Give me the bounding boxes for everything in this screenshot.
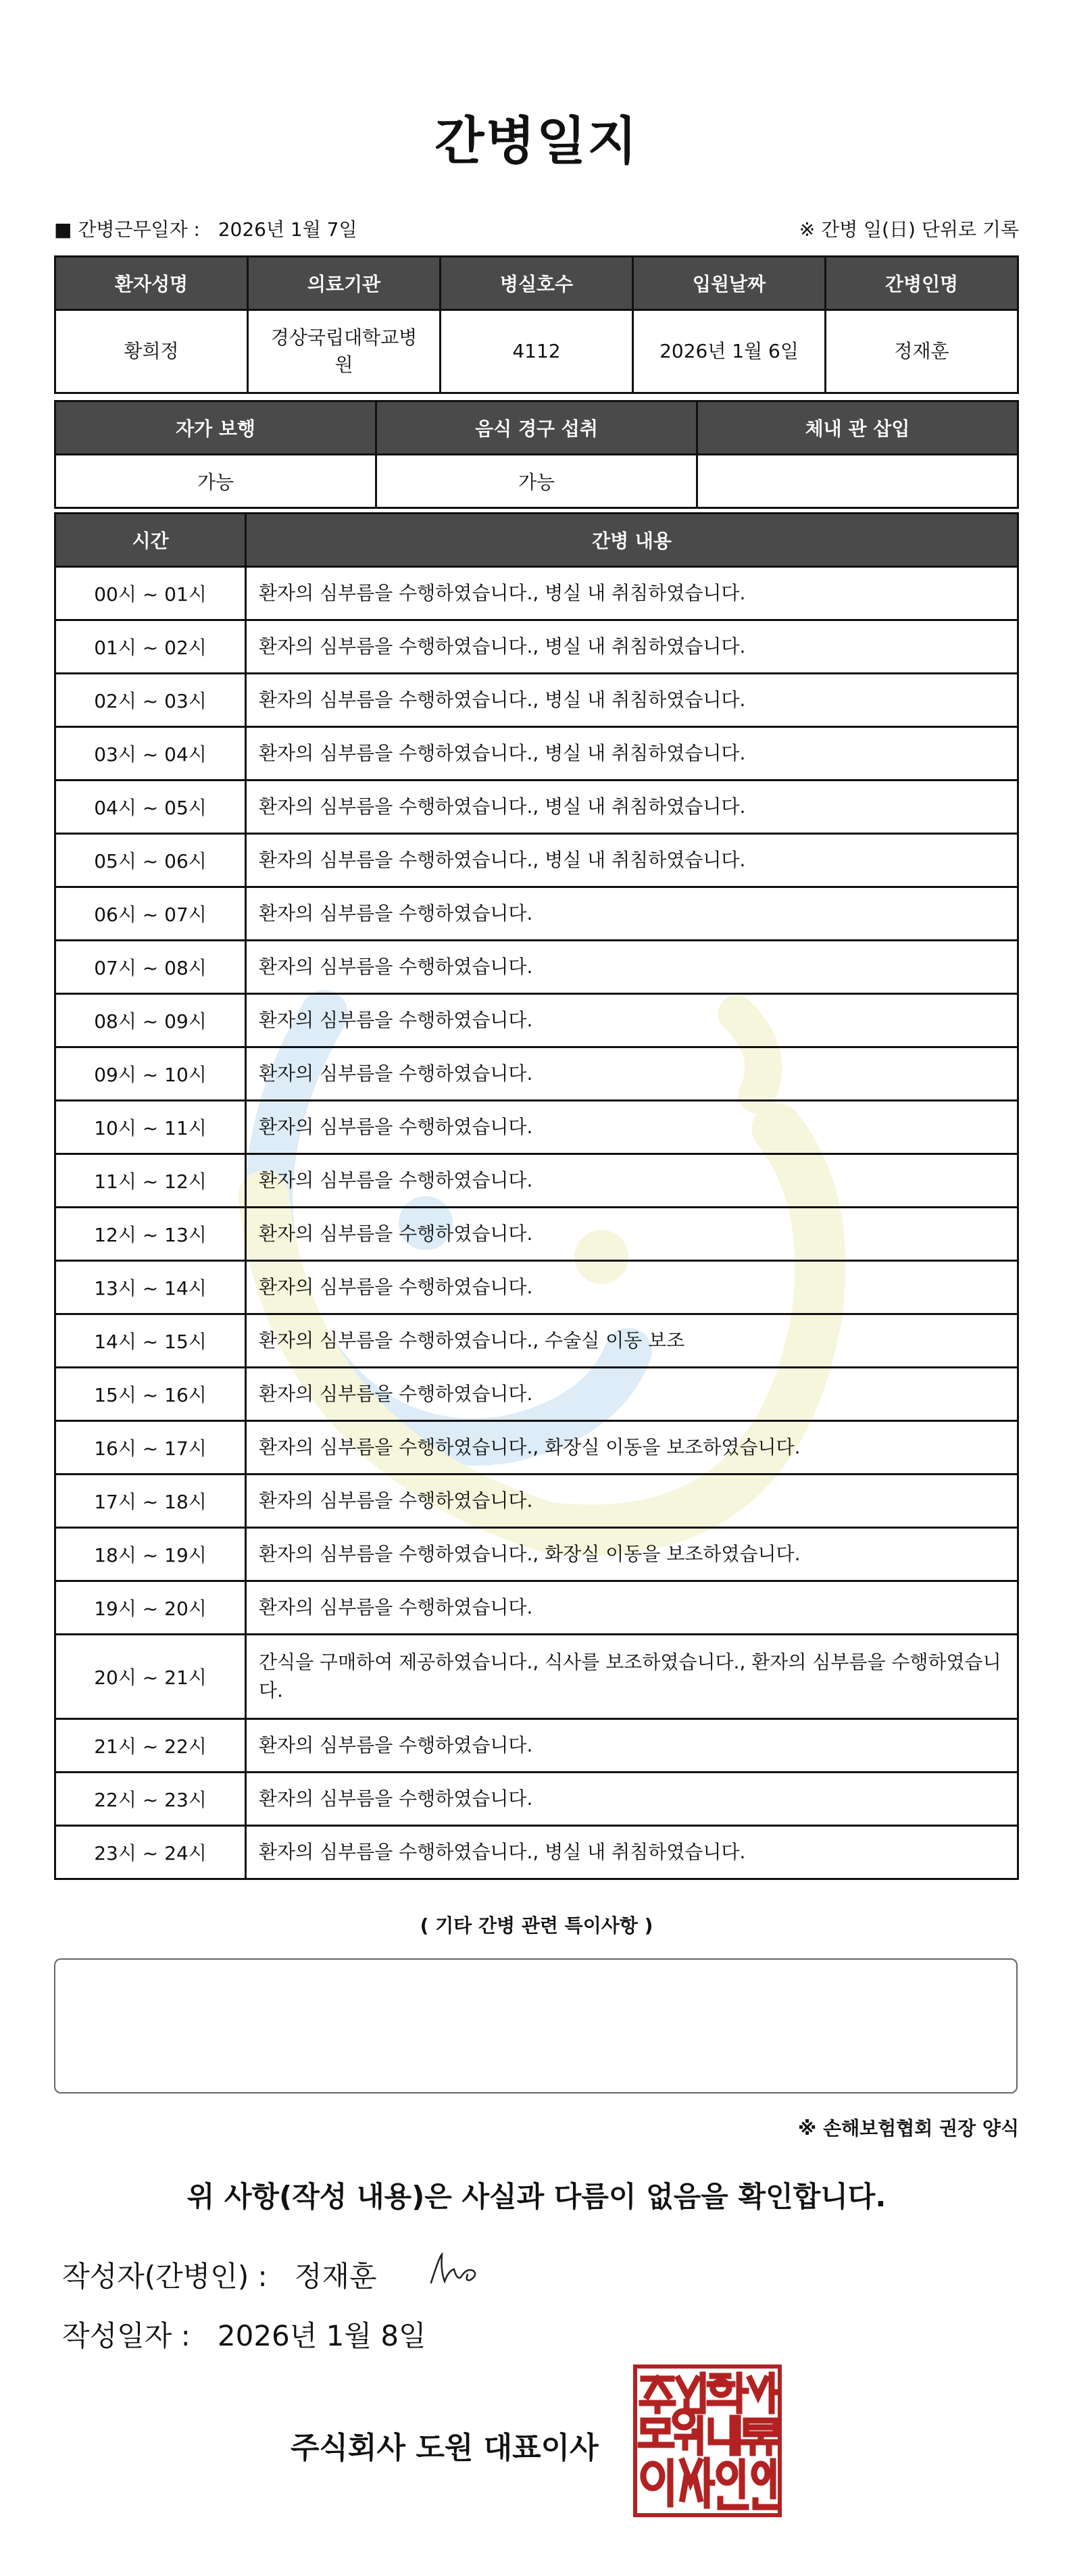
oral-intake-value: 가능: [376, 455, 697, 508]
patient-name: 황희정: [55, 310, 248, 393]
content-cell: 환자의 심부름을 수행하였습니다., 병실 내 취침하였습니다.: [246, 567, 1018, 620]
time-cell: 01시 ~ 02시: [55, 620, 246, 674]
table-row: [55, 1154, 1018, 1208]
time-cell: 17시 ~ 18시: [55, 1475, 246, 1528]
content-cell: 환자의 심부름을 수행하였습니다.: [246, 1101, 1018, 1154]
content-cell: 환자의 심부름을 수행하였습니다., 병실 내 취침하였습니다.: [246, 727, 1018, 781]
table-row: [55, 781, 1018, 834]
work-date-value: 2026년 1월 7일: [218, 218, 357, 241]
time-cell: 11시 ~ 12시: [55, 1154, 246, 1208]
writer-name: 정재훈: [294, 2260, 377, 2293]
tube-insertion-value: [697, 455, 1018, 508]
time-cell: 20시 ~ 21시: [55, 1635, 246, 1719]
table-row: [55, 1421, 1018, 1475]
patient-ability-table: [54, 400, 1019, 509]
content-cell: 환자의 심부름을 수행하였습니다., 수술실 이동 보조: [246, 1314, 1018, 1368]
table-row: [55, 941, 1018, 994]
time-cell: 00시 ~ 01시: [55, 567, 246, 620]
table-row: [55, 1261, 1018, 1314]
content-cell: 환자의 심부름을 수행하였습니다., 병실 내 취침하였습니다.: [246, 620, 1018, 674]
content-cell: 환자의 심부름을 수행하였습니다.: [246, 887, 1018, 941]
table-row: [55, 674, 1018, 727]
room-number: 4112: [441, 310, 633, 393]
table-row: [55, 727, 1018, 781]
table-row: [55, 994, 1018, 1047]
time-cell: 19시 ~ 20시: [55, 1581, 246, 1635]
header-care-content: 간병 내용: [246, 514, 1018, 567]
recommend-note: ※ 손해보험협회 권장 양식: [798, 2117, 1019, 2139]
time-cell: 09시 ~ 10시: [55, 1047, 246, 1101]
time-cell: 16시 ~ 17시: [55, 1421, 246, 1475]
work-date-label: ■ 간병근무일자 :: [54, 218, 200, 241]
time-cell: 05시 ~ 06시: [55, 834, 246, 887]
header-time: 시간: [55, 514, 246, 567]
header-self-walking: 자가 보행: [55, 401, 376, 455]
header-patient-name: 환자성명: [55, 257, 248, 310]
company-name: 주식회사 도원 대표이사: [291, 2431, 599, 2465]
content-cell: 환자의 심부름을 수행하였습니다., 병실 내 취침하였습니다.: [246, 781, 1018, 834]
header-hospital: 의료기관: [248, 257, 441, 310]
content-cell: 환자의 심부름을 수행하였습니다.: [246, 1581, 1018, 1635]
content-cell: 환자의 심부름을 수행하였습니다.: [246, 1208, 1018, 1261]
time-cell: 10시 ~ 11시: [55, 1101, 246, 1154]
table-row: [55, 1047, 1018, 1101]
remarks-box: [54, 1958, 1018, 2094]
table-row: [55, 1101, 1018, 1154]
table-row: [55, 1719, 1018, 1773]
written-date-row: [62, 2314, 426, 2354]
content-cell: 환자의 심부름을 수행하였습니다.: [246, 1475, 1018, 1528]
content-cell: 환자의 심부름을 수행하였습니다.: [246, 1261, 1018, 1314]
content-cell: 환자의 심부름을 수행하였습니다.: [246, 941, 1018, 994]
table-row: [55, 1773, 1018, 1826]
content-cell: 환자의 심부름을 수행하였습니다.: [246, 1154, 1018, 1208]
caregiver-name: 정재훈: [826, 310, 1018, 393]
header-room: 병실호수: [441, 257, 633, 310]
time-cell: 02시 ~ 03시: [55, 674, 246, 727]
table-row: [55, 1635, 1018, 1719]
table-row: [55, 1314, 1018, 1368]
content-cell: 환자의 심부름을 수행하였습니다.: [246, 1773, 1018, 1826]
time-cell: 12시 ~ 13시: [55, 1208, 246, 1261]
content-cell: 환자의 심부름을 수행하였습니다., 병실 내 취침하였습니다.: [246, 674, 1018, 727]
table-row: [55, 1581, 1018, 1635]
table-row: [55, 567, 1018, 620]
table-row: [55, 1528, 1018, 1581]
time-cell: 14시 ~ 15시: [55, 1314, 246, 1368]
time-cell: 04시 ~ 05시: [55, 781, 246, 834]
time-cell: 21시 ~ 22시: [55, 1719, 246, 1773]
content-cell: 환자의 심부름을 수행하였습니다.: [246, 1368, 1018, 1421]
writer-row: [62, 2254, 377, 2295]
time-cell: 07시 ~ 08시: [55, 941, 246, 994]
time-cell: 23시 ~ 24시: [55, 1826, 246, 1879]
written-date-value: 2026년 1월 8일: [217, 2319, 426, 2352]
care-log-table: [54, 512, 1019, 1880]
admission-date: 2026년 1월 6일: [633, 310, 826, 393]
header-admission-date: 입원날짜: [633, 257, 826, 310]
header-tube-insertion: 체내 관 삽입: [697, 401, 1018, 455]
remarks-title: ( 기타 간병 관련 특이사항 ): [420, 1914, 653, 1937]
signature-icon: [427, 2250, 488, 2288]
content-cell: 환자의 심부름을 수행하였습니다., 화장실 이동을 보조하였습니다.: [246, 1528, 1018, 1581]
record-unit-note: ※ 간병 일(日) 단위로 기록: [799, 218, 1019, 241]
company-seal-icon: [632, 2364, 782, 2518]
time-cell: 15시 ~ 16시: [55, 1368, 246, 1421]
confirm-statement: 위 사항(작성 내용)은 사실과 다름이 없음을 확인합니다.: [186, 2180, 887, 2213]
work-date: [54, 215, 357, 242]
table-row: [55, 1475, 1018, 1528]
time-cell: 18시 ~ 19시: [55, 1528, 246, 1581]
content-cell: 간식을 구매하여 제공하였습니다., 식사를 보조하였습니다., 환자의 심부름을 수행하였습니다.: [246, 1635, 1018, 1719]
content-cell: 환자의 심부름을 수행하였습니다., 화장실 이동을 보조하였습니다.: [246, 1421, 1018, 1475]
time-cell: 22시 ~ 23시: [55, 1773, 246, 1826]
content-cell: 환자의 심부름을 수행하였습니다.: [246, 994, 1018, 1047]
content-cell: 환자의 심부름을 수행하였습니다., 병실 내 취침하였습니다.: [246, 834, 1018, 887]
patient-info-table: [54, 255, 1019, 394]
writer-label: 작성자(간병인) :: [62, 2260, 268, 2293]
table-row: [55, 887, 1018, 941]
hospital-name: 경상국립대학교병원: [248, 310, 441, 393]
self-walking-value: 가능: [55, 455, 376, 508]
content-cell: 환자의 심부름을 수행하였습니다.: [246, 1047, 1018, 1101]
content-cell: 환자의 심부름을 수행하였습니다., 병실 내 취침하였습니다.: [246, 1826, 1018, 1879]
header-caregiver: 간병인명: [826, 257, 1018, 310]
table-row: [55, 620, 1018, 674]
table-row: [55, 1208, 1018, 1261]
table-row: [55, 1826, 1018, 1879]
written-date-label: 작성일자 :: [62, 2319, 191, 2352]
header-oral-intake: 음식 경구 섭취: [376, 401, 697, 455]
work-date-row: [54, 215, 1019, 245]
content-cell: 환자의 심부름을 수행하였습니다.: [246, 1719, 1018, 1773]
table-row: [55, 1368, 1018, 1421]
time-cell: 06시 ~ 07시: [55, 887, 246, 941]
page-title: 간병일지: [434, 111, 639, 171]
table-row: [55, 834, 1018, 887]
time-cell: 13시 ~ 14시: [55, 1261, 246, 1314]
time-cell: 03시 ~ 04시: [55, 727, 246, 781]
time-cell: 08시 ~ 09시: [55, 994, 246, 1047]
